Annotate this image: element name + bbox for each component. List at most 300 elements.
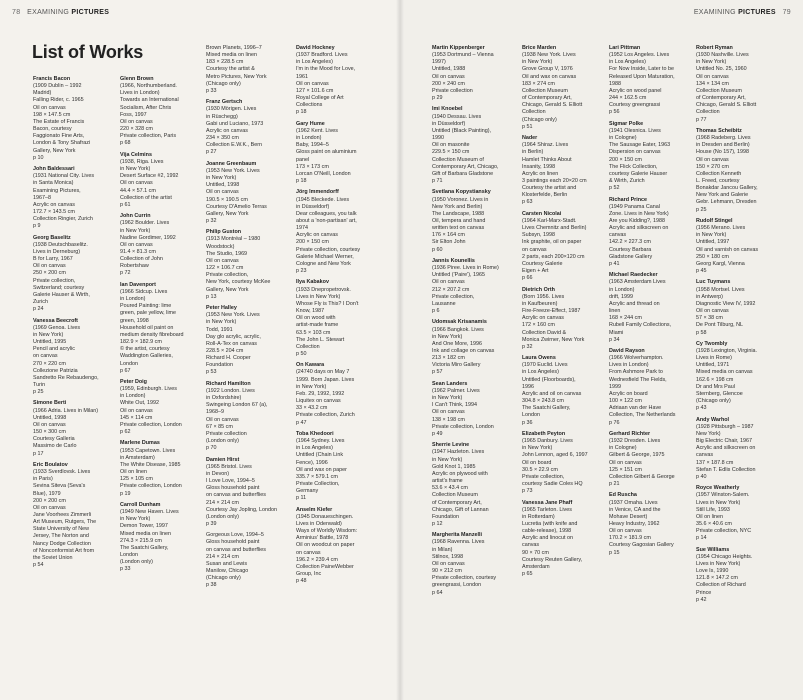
work-detail-line: (1933 Dnepropetrovsk. (296, 286, 351, 293)
work-detail-line: Oil on canvas (696, 73, 729, 80)
work-detail-line: 200 × 150 cm (296, 239, 329, 246)
work-detail-line: Royal College of Art (296, 95, 344, 102)
work-detail-line: 172 × 160 cm (522, 322, 555, 329)
work-detail-line: in New York) (432, 395, 463, 402)
work-detail-line: (1937 Bradford. Lives (296, 52, 348, 59)
work-detail-line: p 45 (696, 268, 707, 275)
work-detail-line: Oil and wax on paper (296, 466, 347, 473)
work-detail-line: p 72 (120, 270, 131, 277)
work-detail-line: in Los Angeles) (296, 59, 333, 66)
work-detail-line: Gloss paint on aluminium (296, 149, 357, 156)
work-detail-line: (1950 Voronez. Lives in (432, 196, 489, 203)
work-detail-line: Hamlet Thinks About (522, 156, 572, 163)
artist-name: Imi Knoebel (432, 106, 463, 113)
work-detail-line: in Cologne) (609, 135, 637, 142)
work-detail-line: 53.6 × 43.4 cm (432, 485, 468, 492)
work-detail-line: (1968 Ravenna. Lives (432, 539, 485, 546)
work-detail-line: in London) (296, 135, 322, 142)
work-detail-line: 176 × 164 cm (432, 232, 465, 239)
work-detail-line: 270 × 220 cm (33, 360, 66, 367)
work-entry (206, 305, 292, 377)
artist-name: David Rayson (609, 348, 645, 354)
work-detail-line: Acrylic on board (609, 390, 648, 397)
work-detail-line: Germany (296, 488, 319, 495)
artist-name: Eric Boulatov (33, 461, 68, 468)
work-detail-line: Collection, The Netherlands (609, 412, 676, 419)
work-detail-line: 127 × 101.6 cm (296, 87, 334, 94)
work-detail-line: Oil on canvas (33, 104, 66, 111)
work-detail-line: green, 1998 (120, 317, 149, 324)
work-detail-line: Acrylic and linocut on (522, 535, 573, 542)
work-detail-line: 214 × 214 cm (206, 553, 239, 560)
work-detail-line: (1940 Dessau. Lives (432, 113, 482, 120)
work-detail-line: p 56 (609, 109, 620, 116)
artist-name: Richard Prince (609, 196, 648, 203)
work-detail-line: (1958 Mortsel. Lives (696, 286, 745, 293)
artist-name: Thomas Scheibitz (696, 127, 742, 134)
work-detail-line: 190.5 × 190.5 cm (206, 196, 248, 203)
work-detail-line: Zone. Lives in New York) (609, 210, 669, 217)
work-entry (432, 258, 518, 315)
work-detail-line: (1965 Tarleton. Lives (522, 506, 572, 513)
work-detail-line: p 66 (522, 275, 533, 282)
work-detail-line: in Devon) (206, 470, 230, 477)
work-detail-line: (1968 Radeberg. Lives (696, 135, 751, 142)
work-detail-line: Private Collection, (296, 481, 340, 487)
work-detail-line: Group, Inc (296, 571, 322, 578)
work-detail-line: London (120, 360, 138, 367)
work-entry (120, 213, 206, 277)
work-detail-line: linen (609, 308, 621, 315)
work-detail-line: Chicago, Gerald S. Elliott (522, 102, 583, 109)
work-detail-line: in New York) (206, 319, 237, 326)
work-detail-line: p 71 (432, 178, 443, 184)
work-entry (432, 189, 518, 253)
work-detail-line: (1966, Northumberland. (120, 83, 177, 90)
work-detail-line: Oil on canvas (206, 416, 239, 423)
work-detail-line: (1965 Danbury. Lives (522, 438, 573, 445)
work-detail-line: Untitled, 1995 (33, 339, 67, 346)
work-detail-line: Oil on canvas (609, 528, 642, 535)
work-detail-line: 1997) (432, 59, 446, 66)
work-detail-line: Madrid) (33, 90, 52, 97)
work-entry (206, 45, 292, 95)
work-detail-line: John Lennon, aged 6, 1997 (522, 452, 588, 459)
work-entry (120, 282, 206, 375)
work-detail-line: on canvas (296, 549, 321, 556)
artist-name: Martin Kippenberger (432, 45, 485, 51)
work-detail-line: Oil on canvas (120, 241, 153, 248)
work-detail-line: 30.5 × 22.9 cm (522, 466, 558, 473)
work-entry (522, 431, 608, 495)
right-section-label-bold: PICTURES (738, 9, 776, 16)
work-entry (696, 341, 782, 413)
artist-name: Philip Guston (206, 229, 242, 236)
work-detail-line: 198 × 147.5 cm (33, 111, 71, 118)
work-detail-line: (1945 Bleckede. Lives (296, 196, 350, 203)
work-detail-line: Oil on canvas (296, 80, 329, 87)
work-detail-line: in New York) (432, 333, 463, 340)
work-detail-line: 162.6 × 198 cm (696, 376, 734, 383)
work-detail-line: 142.2 × 227.3 cm (609, 239, 651, 246)
page-title: List of Works (32, 42, 144, 62)
works-column (120, 76, 206, 578)
work-detail-line: p 43 (696, 405, 707, 412)
work-entry (296, 507, 382, 586)
work-detail-line: (1953 New York. Lives (206, 167, 260, 174)
work-detail-line: 67 × 85 cm (206, 423, 233, 430)
work-detail-line: p 62 (120, 429, 131, 436)
work-detail-line: Oil on canvas (432, 279, 465, 286)
work-detail-line: (1949 New Haven. Lives (120, 509, 179, 516)
work-detail-line: p 34 (609, 336, 620, 343)
work-detail-line: The Studio, 1969 (206, 250, 248, 257)
work-detail-line: Private collection, London (120, 421, 182, 428)
work-detail-line: p 50 (296, 350, 307, 357)
artist-name: John Baldessari (33, 166, 75, 173)
work-detail-line: 90 × 212 cm (432, 568, 462, 575)
work-entry (120, 76, 206, 148)
work-entry (206, 381, 292, 453)
work-detail-line: p 13 (206, 293, 217, 300)
work-detail-line: Acrylic on canvas (33, 201, 75, 208)
work-entry (33, 76, 119, 162)
work-entry (522, 500, 608, 579)
work-detail-line: 125 × 105 cm (120, 476, 153, 483)
work-detail-line: written text on canvas (432, 225, 485, 232)
work-detail-line: Desert Surface #2, 1992 (120, 173, 179, 180)
artist-name: Brice Marden (522, 45, 557, 51)
work-detail-line: Prince (696, 589, 712, 596)
work-detail-line: p 67 (120, 367, 131, 374)
work-detail-line: Falling Rider, c. 1965 (33, 97, 84, 104)
work-detail-line: 220 × 328 cm (120, 126, 153, 133)
left-section-label: EXAMINING (27, 9, 70, 16)
work-entry (696, 128, 782, 214)
work-detail-line: in Venice, CA and the (609, 506, 661, 513)
work-detail-line: Jersey, The Norton and (33, 533, 89, 540)
work-detail-line: Lives in London) (120, 90, 160, 97)
artist-name: Gerhard Richter (609, 430, 651, 437)
left-section-label-bold: PICTURES (71, 9, 110, 16)
works-column (206, 45, 292, 594)
right-section-label: EXAMINING (693, 9, 736, 16)
work-detail-line: B for Larry, 1967 (33, 256, 73, 263)
artist-name: Peter Halley (206, 305, 237, 312)
work-detail-line: Mohave Desert) (609, 513, 648, 520)
work-detail-line: p 68 (120, 140, 131, 147)
work-detail-line: Fire-Freeze-Effect, 1987 (522, 308, 581, 315)
work-detail-line: Gebr. Lehmann, Dresden (696, 199, 757, 206)
work-detail-line: p 25 (696, 206, 707, 213)
work-detail-line: of Contemporary Art, (696, 95, 746, 102)
work-detail-line: Brown Planets, 1996–7 (206, 45, 262, 51)
work-detail-line: p 40 (696, 473, 707, 480)
work-detail-line: Woodstock) (206, 243, 235, 250)
work-detail-line: in New York) (522, 445, 553, 452)
work-detail-line: p 49 (432, 430, 443, 437)
work-detail-line: Gladstone Gallery (609, 253, 653, 260)
work-detail-line: (1913 Montréal – 1980 (206, 236, 261, 243)
work-detail-line: Lausanne (432, 300, 456, 307)
artist-name: Laura Owens (522, 355, 556, 362)
work-detail-line: Untitled (Black Painting), (432, 127, 492, 134)
works-column (522, 45, 608, 582)
work-detail-line: Foundation (206, 362, 233, 369)
work-detail-line: Oil on canvas (609, 459, 642, 466)
work-detail-line: Oil on wood with (296, 315, 336, 322)
work-detail-line: Oil on canvas (432, 73, 465, 80)
work-detail-line: Dr and Mrs Paul (696, 383, 735, 390)
work-detail-line: Private collection, (206, 272, 249, 279)
work-entry (696, 417, 782, 481)
work-detail-line: Baby, 1994–5 (296, 142, 329, 149)
work-detail-line: 44.4 × 57.1 cm (120, 187, 156, 194)
work-detail-line: 100 × 122 cm (609, 398, 642, 405)
work-detail-line: 274.3 × 215.9 cm (120, 537, 162, 544)
artist-name: Andy Warhol (696, 416, 730, 423)
work-detail-line: p 38 (206, 582, 217, 589)
work-detail-line: p 70 (206, 445, 217, 452)
work-detail-line: Richard H. Cooper (206, 355, 251, 362)
work-detail-line: Collection Museum (432, 492, 478, 499)
work-detail-line: (1933 Sverdlovsk. Lives (33, 469, 91, 476)
work-detail-line: (1938, Riga. Lives (120, 158, 164, 165)
work-detail-line: (Chicago only) (206, 575, 241, 582)
work-detail-line: 228.5 × 204 cm (206, 348, 244, 354)
work-detail-line: in Cologne) (609, 445, 637, 452)
work-detail-line: Dear colleagues, you talk (296, 210, 357, 217)
work-detail-line: p 21 (609, 481, 620, 487)
work-detail-line: New York, courtesy McKee (206, 279, 271, 286)
work-detail-line: (Chicago only) (696, 398, 731, 405)
work-detail-line: Sandretto Re Rebaudengo, (33, 374, 99, 381)
work-detail-line: Lucretia (with knife and (522, 520, 578, 527)
work-detail-line: p 33 (120, 566, 131, 573)
work-detail-line: Lorcan O'Neill, London (296, 170, 351, 177)
work-detail-line: Wednesfield The Fields, (609, 376, 667, 383)
work-detail-line: p 12 (432, 520, 443, 527)
work-detail-line: p 41 (609, 260, 620, 267)
work-detail-line: Gloss household paint (206, 539, 260, 546)
work-detail-line: Galerie Michael Werner, (296, 253, 354, 260)
work-detail-line: 234 × 350 cm (206, 135, 239, 142)
artist-name: Vija Celmins (120, 151, 152, 158)
work-detail-line: Stefan T. Edlis Collection (696, 466, 756, 473)
work-detail-line: Demon Tower, 1997 (120, 523, 168, 530)
work-detail-line: Jane Voorhees Zimmerli (33, 512, 92, 518)
work-entry (432, 442, 518, 528)
works-column (296, 45, 382, 590)
work-detail-line: in Kaufbeuren) (522, 300, 558, 307)
work-detail-line: on canvas (33, 353, 58, 360)
work-detail-line: Acrylic on canvas (522, 315, 564, 322)
work-detail-line: Private collection, Paris (120, 133, 177, 140)
work-detail-line: Household oil paint on (120, 324, 174, 331)
artist-name: Sue Williams (696, 546, 730, 553)
work-detail-line: 244 × 162.5 cm (609, 95, 647, 102)
work-detail-line: of Nonconformist Art from (33, 547, 95, 554)
work-detail-line: De Pont Tilburg, NL (696, 322, 744, 329)
work-detail-line: Private collection, London (432, 423, 494, 430)
work-detail-line: (London only) (206, 438, 239, 445)
artist-name: Robert Ryman (696, 45, 733, 51)
artist-name: Michael Raedecker (609, 272, 658, 279)
work-detail-line: 138 × 198 cm (432, 416, 465, 423)
work-detail-line: Acrylic and thread on (609, 300, 660, 307)
work-detail-line: 125 × 151 cm (609, 466, 642, 473)
work-detail-line: Oil on canvas (206, 257, 239, 264)
work-detail-line: Collection Gilbert & George (609, 473, 675, 480)
work-detail-line: p 19 (120, 490, 131, 497)
work-detail-line: in Milan) (432, 546, 453, 553)
work-detail-line: artist's frame (432, 478, 463, 485)
work-detail-line: p 58 (696, 329, 707, 336)
work-detail-line: on canvas and butterflies (206, 546, 266, 553)
work-detail-line: Untitled, 1998 (33, 414, 67, 421)
work-detail-line: Nadine Gordimer, 1992 (120, 234, 176, 241)
work-detail-line: Mixed media on linen (120, 530, 171, 537)
work-detail-line: p 73 (522, 488, 533, 495)
work-detail-line: (1937 Omaha. Lives (609, 499, 658, 506)
work-detail-line: (1964 Shiraz. Lives (522, 142, 569, 149)
work-detail-line: (1966 Adria. Lives in Milan) (33, 407, 99, 414)
work-detail-line: Fence), 1996 (296, 459, 328, 466)
artist-name: Carroll Dunham (120, 501, 161, 508)
work-detail-line: Untitled, 1971 (696, 362, 730, 369)
work-detail-line: Acrylic on canvas (296, 232, 338, 239)
work-detail-line: Metro Pictures, New York (206, 73, 267, 80)
work-entry (296, 279, 382, 358)
artist-name: Glenn Brown (120, 76, 154, 82)
work-detail-line: Private collection, London (120, 483, 182, 490)
work-detail-line: Lives in New York) (696, 499, 741, 506)
work-detail-line: 170.2 × 181.9 cm (609, 535, 651, 542)
work-detail-line: Foundation (432, 513, 459, 520)
work-detail-line: Collection (696, 109, 720, 116)
work-detail-line: Lives in London) (609, 362, 649, 369)
artist-name: Nader (522, 135, 538, 142)
work-detail-line: 122 × 106.7 cm (206, 265, 244, 272)
artist-name: On Kawara (296, 362, 325, 369)
work-detail-line: (1941 Olesnica. Lives (609, 127, 661, 134)
work-detail-line: Love Is, 1990 (696, 568, 729, 575)
work-detail-line: (Born 1956. Lives (522, 293, 565, 300)
work-detail-line: Oil on canvas (432, 560, 465, 567)
work-detail-line: The Landscape, 1988 (432, 210, 485, 217)
artist-name: Damien Hirst (206, 456, 240, 463)
artist-name: Vanessa Jane Phaff (522, 499, 573, 506)
artist-name: Jannis Kounellis (432, 257, 475, 264)
work-entry (696, 218, 782, 275)
work-entry (522, 287, 608, 351)
work-detail-line: Collection Museum (522, 87, 568, 94)
work-detail-line: 168 × 244 cm (609, 315, 642, 322)
work-detail-line: 1999. Born Japan. Lives (296, 376, 355, 383)
work-detail-line: Blue), 1979 (33, 490, 61, 497)
work-detail-line: Oil and varnish on canvas (696, 246, 759, 253)
work-detail-line: Feb. 29, 1992, 1992 (296, 390, 345, 397)
work-detail-line: Oil on linen (120, 469, 147, 476)
work-detail-line: in New York) (120, 166, 151, 173)
work-detail-line: (1965 Bristol. Lives (206, 463, 252, 470)
work-detail-line: Whose Fly is This? I Don't (296, 300, 359, 307)
work-detail-line: Art Museum, Rutgers, The (33, 519, 97, 526)
work-detail-line: Examining Pictures, (33, 187, 81, 194)
work-detail-line: (1956 Merano. Lives (696, 225, 746, 232)
work-detail-line: Untitled (Floorboards), (522, 376, 576, 383)
work-detail-line: (1953 Capetown. Lives (120, 447, 176, 454)
work-detail-line: Gallery, New York (206, 286, 249, 293)
work-detail-line: canvas (522, 542, 540, 549)
work-detail-line: Released Upon Maturation, (609, 73, 675, 80)
left-running-head (12, 9, 109, 16)
work-detail-line: Ways of Worldly Wisdom: (296, 528, 358, 535)
work-detail-line: about a 'non-partisan' art, (296, 217, 357, 224)
artist-name: David Hockney (296, 45, 335, 51)
work-entry (609, 431, 695, 488)
work-detail-line: Collection E.W.K., Bern (206, 142, 263, 149)
work-detail-line: The John L. Stewart (296, 336, 345, 343)
work-detail-line: 196.2 × 239.4 cm (296, 556, 338, 563)
artist-name: Sigmar Polke (609, 120, 644, 127)
work-detail-line: Victoria Miro Gallery (432, 362, 481, 369)
work-detail-line: (1952 Los Angeles. Lives (609, 52, 670, 59)
work-detail-line: p 61 (120, 201, 131, 208)
work-detail-line: in New York) (206, 175, 237, 182)
work-detail-line: p 64 (432, 589, 443, 596)
work-detail-line: (1957 Winston-Salem. (696, 492, 750, 499)
work-detail-line: The Saatchi Gallery, (120, 544, 169, 551)
work-detail-line: of Contemporary Art, (522, 95, 572, 102)
work-detail-line: I Love Love, 1994–5 (206, 478, 255, 485)
work-detail-line: p 23 (296, 268, 307, 275)
work-detail-line: Oil and wax on canvas (522, 73, 577, 80)
work-detail-line: Gift of Barbara Gladstone (432, 170, 494, 177)
work-detail-line: (1932 Dresden. Lives (609, 438, 661, 445)
work-detail-line: (1962 Kent. Lives (296, 127, 338, 134)
work-entry (522, 135, 608, 207)
work-detail-line: in Paris) (33, 476, 53, 483)
work-entry (609, 197, 695, 269)
work-detail-line: 250 × 180 cm (696, 253, 729, 260)
work-detail-line: Collection of Richard (696, 582, 746, 589)
work-detail-line: Oil on canvas (120, 180, 153, 187)
work-detail-line: The Flick Collection, (609, 163, 658, 170)
work-detail-line: in Los Angeles) (609, 59, 646, 66)
work-detail-line: Todd, 1991 (206, 326, 233, 333)
work-detail-line: 57 × 38 cm (696, 315, 723, 322)
work-detail-line: 33 × 43.2 cm (296, 405, 328, 412)
work-detail-line: p 9 (33, 223, 41, 230)
work-detail-line: Oil on canvas (33, 421, 66, 428)
work-detail-line: in Oxfordshire) (206, 395, 242, 402)
work-detail-line: (1928 Lexington, Virginia. (696, 348, 758, 354)
artist-name: Udomsak Krisanamis (432, 319, 487, 326)
work-entry (206, 161, 292, 225)
work-detail-line: Oil on linen (696, 513, 723, 520)
work-detail-line: Courtesy Galerie (522, 260, 563, 267)
work-detail-line: Collezione Patrizia (33, 367, 78, 374)
work-detail-line: courtesy Galerie Hauser (609, 170, 668, 177)
work-detail-line: Nancy Dodge Collection (33, 540, 91, 547)
work-detail-line: p 77 (696, 116, 707, 123)
work-detail-line: Are you Kidding?, 1988 (609, 217, 666, 224)
artist-name: Carsten Nicolai (522, 210, 562, 217)
work-detail-line: p 14 (696, 535, 707, 542)
artist-name: Vanessa Beecroft (33, 317, 78, 324)
work-detail-line: 183 × 228.5 cm (206, 59, 244, 66)
